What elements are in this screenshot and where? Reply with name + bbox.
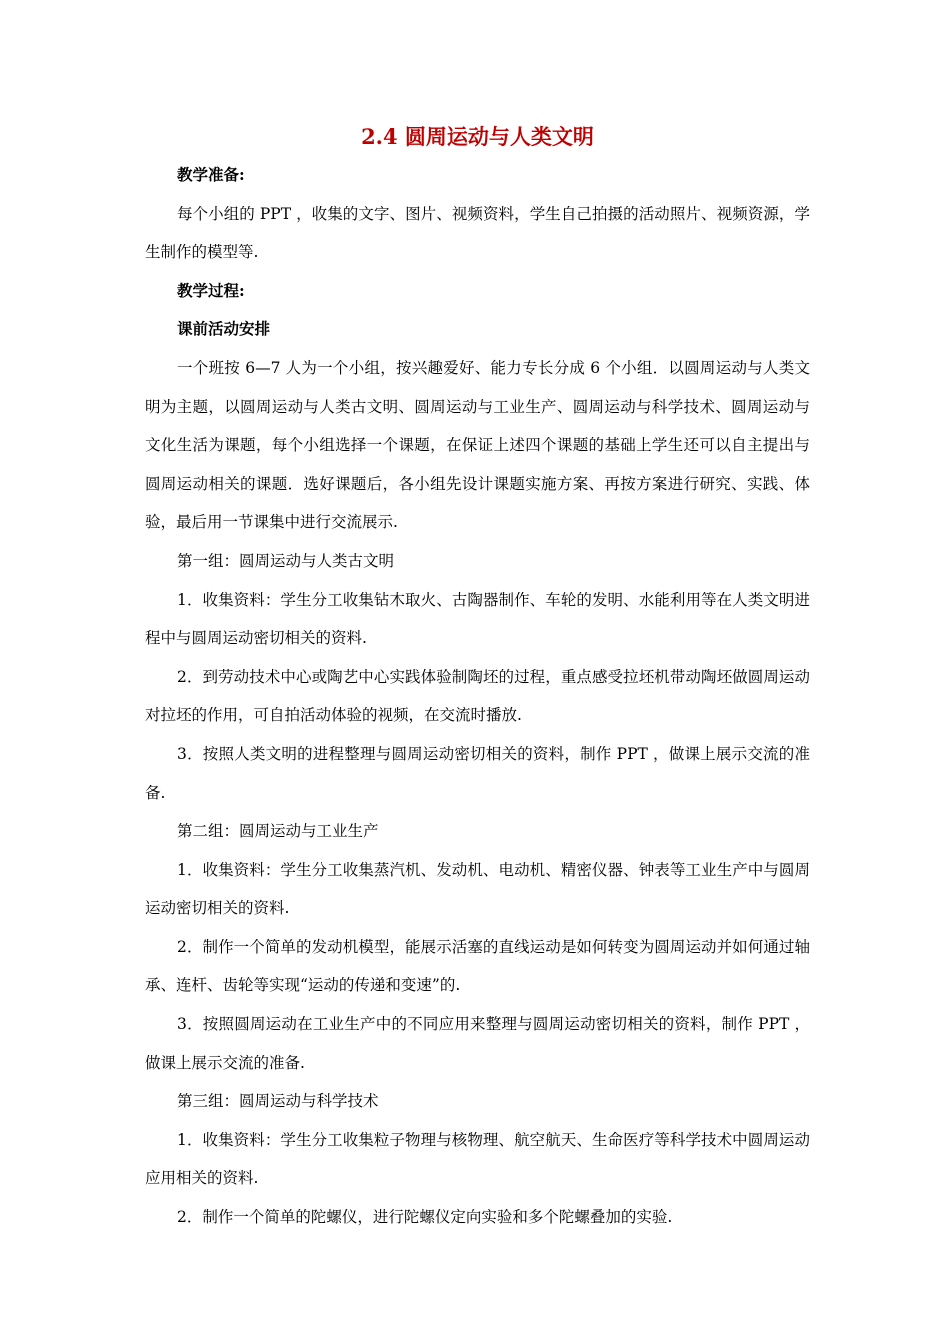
group-2-heading: 第二组：圆周运动与工业生产: [177, 822, 379, 841]
group-1-item-3: 3．按照人类文明的进程整理与圆周运动密切相关的资料，制作 PPT ，做课上展示交流的准备.: [145, 744, 810, 802]
group-1-heading: 第一组：圆周运动与人类古文明: [177, 551, 395, 570]
group-2-item-1: 1．收集资料：学生分工收集蒸汽机、发动机、电动机、精密仪器、钟表等工业生产中与圆周运动密切相关的资料.: [145, 860, 810, 918]
group-1-item-2: 2．到劳动技术中心或陶艺中心实践体验制陶坯的过程，重点感受拉坯机带动陶坯做圆周运动对拉坯的作用，可自拍活动体验的视频，在交流时播放.: [145, 667, 810, 725]
group-2-item-2: 2．制作一个简单的发动机模型，能展示活塞的直线运动是如何转变为圆周运动并如何通过轴承、连杆、齿轮等实现“运动的传递和变速”的.: [145, 937, 810, 995]
document-page: [145, 118, 810, 1237]
group-3-item-1: 1．收集资料：学生分工收集粒子物理与核物理、航空航天、生命医疗等科学技术中圆周运动应用相关的资料.: [145, 1130, 810, 1188]
teaching-prep-heading: 教学准备:: [177, 165, 245, 184]
teaching-process-heading: 教学过程:: [177, 280, 245, 300]
group-3-item-2: 2．制作一个简单的陀螺仪，进行陀螺仪定向实验和多个陀螺叠加的实验.: [177, 1208, 673, 1227]
teaching-prep-text: 每个小组的 PPT ，收集的文字、图片、视频资料，学生自己拍摄的活动照片、视频资源，学生制作的模型等.: [145, 204, 810, 262]
group-1-item-1: 1．收集资料：学生分工收集钻木取火、古陶器制作、车轮的发明、水能利用等在人类文明进程中与圆周运动密切相关的资料.: [145, 590, 810, 648]
group-3-heading: 第三组：圆周运动与科学技术: [177, 1092, 379, 1111]
document-title: 2.4 圆周运动与人类文明: [361, 124, 594, 149]
intro-paragraph: 一个班按 6—7 人为一个小组，按兴趣爱好、能力专长分成 6 个小组．以圆周运动与人类文明为主题，以圆周运动与人类古文明、圆周运动与工业生产、圆周运动与科学技术、圆周运动与文化生活为课题，每个小组选择一个课题，在保证上述四个课题的基础上学生还可以自主提出与圆周运动相关的课题．选好课题后，各小组先设计课题实施方案、再按方案进行研究、实践、体验，最后用一节课集中进行交流展示.: [145, 358, 810, 532]
pre-class-heading: 课前活动安排: [177, 319, 271, 339]
group-2-item-3: 3．按照圆周运动在工业生产中的不同应用来整理与圆周运动密切相关的资料，制作 PPT ，做课上展示交流的准备.: [145, 1015, 810, 1072]
